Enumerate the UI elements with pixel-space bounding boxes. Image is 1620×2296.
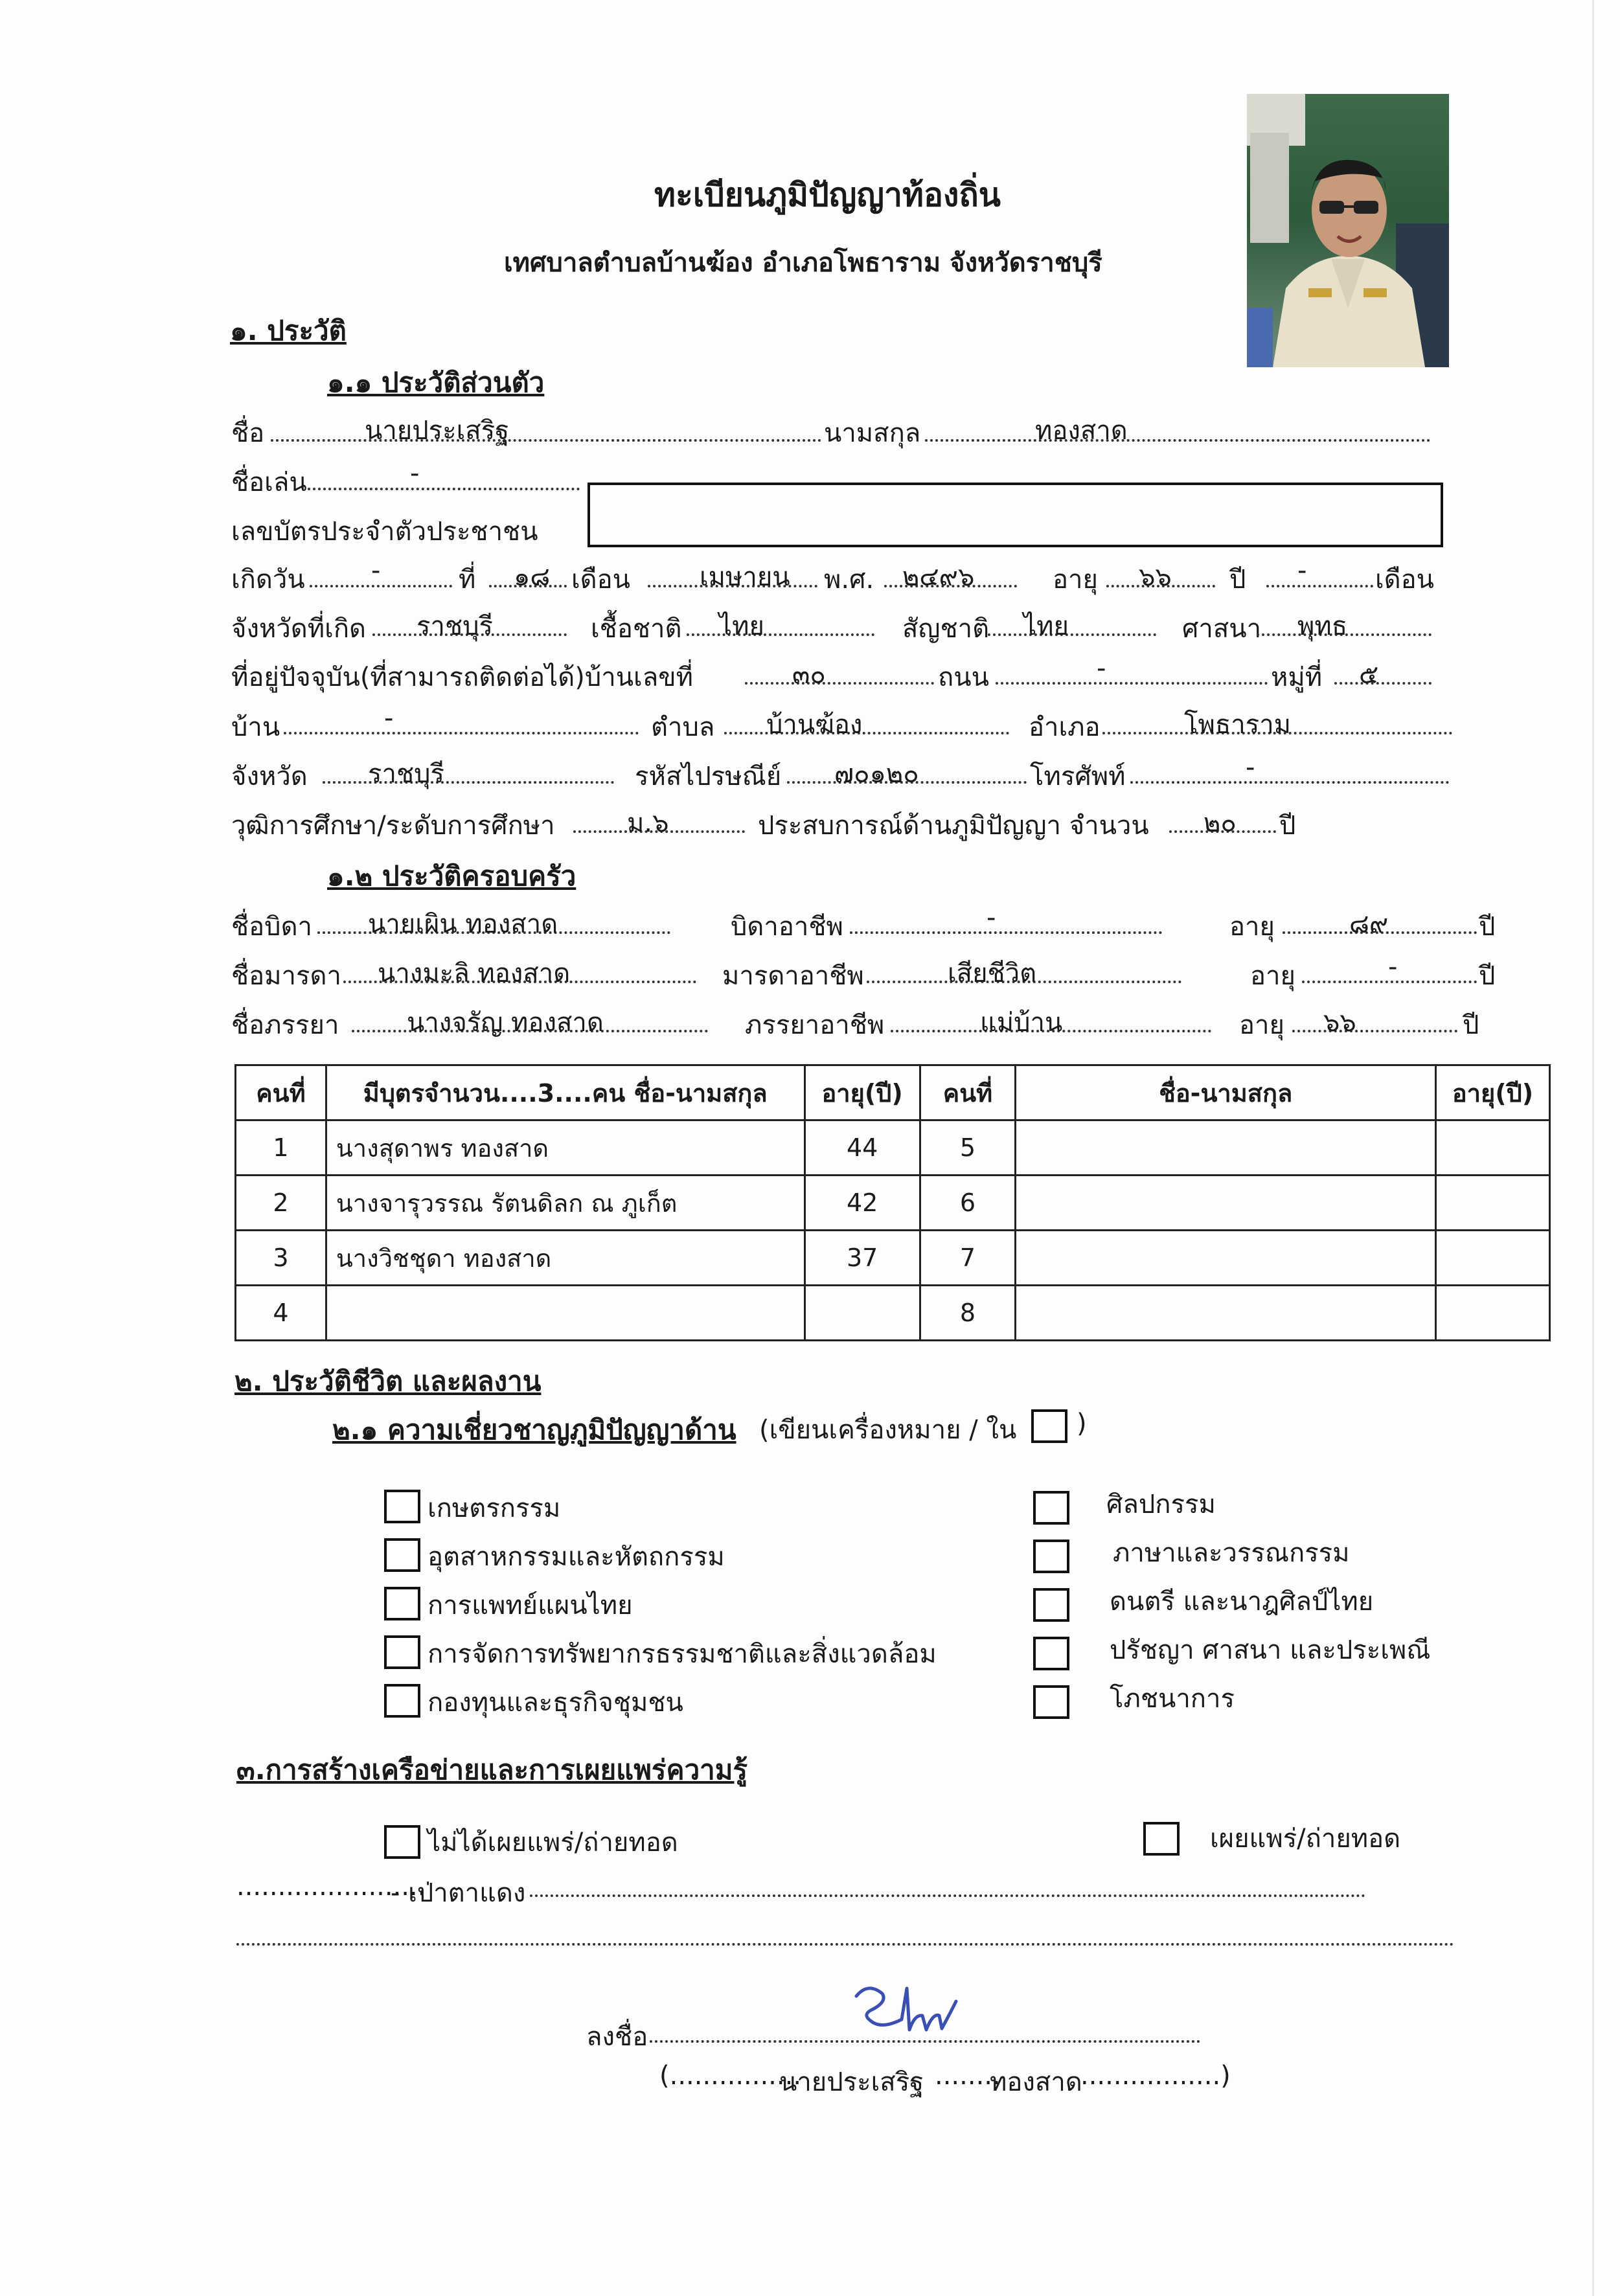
cell-no2: 8 [920,1286,1016,1341]
cell-age2[interactable] [1436,1231,1550,1286]
spouse-job-label: ภรรยาอาชีพ [745,1010,885,1040]
checkbox-music-dance[interactable] [1033,1588,1069,1622]
name-label: ชื่อ [231,418,265,448]
page-title: ทะเบียนภูมิปัญญาท้องถิ่น [654,176,1001,214]
father-age-value[interactable]: ๘๙ [1349,909,1389,939]
mother-age-label: อายุ [1250,961,1295,991]
cell-age[interactable]: 44 [804,1120,920,1176]
table-row [236,1231,1550,1286]
signature-name-open: (................ [659,2061,802,2091]
spouse-age-dotted-line [1292,1030,1457,1032]
road-value[interactable]: - [1097,654,1106,683]
cell-age[interactable]: 42 [804,1176,920,1231]
age-label: อายุ [1053,565,1098,595]
birth-day-value[interactable]: - [371,556,381,585]
option-not-published: ไม่ได้เผยแพร่/ถ่ายทอด [428,1828,678,1858]
father-age-label: อายุ [1229,912,1275,942]
cell-age[interactable] [804,1286,920,1341]
spouse-age-unit: ปี [1463,1010,1479,1040]
phone-label: โทรศัพท์ [1030,762,1126,791]
cell-name[interactable]: นางจารุวรรณ รัตนดิลก ณ ภูเก็ต [326,1176,804,1231]
person-photo [1247,94,1449,367]
mother-age-unit: ปี [1479,961,1496,991]
mother-job-label: มารดาอาชีพ [722,961,864,991]
option-music-dance: ดนตรี และนาฎศิลป์ไทย [1110,1587,1374,1617]
checkbox-natural-resources[interactable] [384,1635,420,1669]
mother-label: ชื่อมารดา [231,961,341,991]
father-age-unit: ปี [1479,912,1496,942]
spouse-label: ชื่อภรรยา [231,1010,339,1040]
ethnicity-value[interactable]: ไทย [719,611,764,641]
col-header-age: อายุ(ปี) [804,1065,920,1120]
note-dotted-line-2 [236,1943,1454,1946]
cell-name2[interactable] [1016,1286,1436,1341]
province-value[interactable]: ราชบุรี [368,759,444,789]
nickname-dotted-line [308,488,580,490]
province-birth-label: จังหวัดที่เกิด [231,614,367,644]
months-value[interactable]: - [1297,556,1307,585]
age-value[interactable]: ๖๖ [1139,562,1172,592]
idcard-input-box[interactable] [588,483,1443,547]
village-value[interactable]: - [384,703,394,733]
checkbox-language-literature[interactable] [1033,1540,1069,1573]
province-birth-value[interactable]: ราชบุรี [416,611,493,641]
road-dotted-line [996,682,1268,685]
mother-job-value[interactable]: เสียชีวิต [948,959,1037,988]
checkbox-arts[interactable] [1033,1491,1069,1525]
nationality-label: สัญชาติ [902,614,990,644]
checkbox-published[interactable] [1143,1822,1180,1856]
date-value[interactable]: ๑๘ [514,562,551,592]
nationality-dotted-line [988,633,1156,636]
year-label: พ.ศ. [824,565,874,595]
signature-scribble [842,1975,959,2049]
moo-value[interactable]: ๕ [1359,660,1379,690]
religion-label: ศาสนา [1182,614,1262,644]
surname-dotted-line [925,439,1430,442]
experience-value[interactable]: ๒๐ [1204,808,1237,838]
birth-day-dotted-line [310,585,452,587]
checkbox-community-fund[interactable] [384,1684,420,1718]
cell-age2[interactable] [1436,1176,1550,1231]
checkbox-nutrition[interactable] [1033,1685,1069,1719]
page-subtitle: เทศบาลตำบลบ้านฆ้อง อำเภอโพธาราม จังหวัดราชบุรี [504,248,1102,278]
cell-name2[interactable] [1016,1176,1436,1231]
checkbox-not-published[interactable] [384,1825,420,1859]
tambon-label: ตำบล [651,712,715,742]
spouse-job-value[interactable]: แม่บ้าน [980,1008,1063,1038]
house-no-dotted-line [745,682,934,685]
expertise-note: (เขียนเครื่องหมาย / ใน [759,1415,1017,1445]
birth-label: เกิดวัน [231,565,305,595]
father-label: ชื่อบิดา [231,912,312,942]
father-job-label: บิดาอาชีพ [731,912,843,942]
signature-label: ลงชื่อ [586,2022,648,2052]
cell-no2: 7 [920,1231,1016,1286]
month-label: เดือน [571,565,631,595]
cell-age[interactable]: 37 [804,1231,920,1286]
month-value[interactable]: เมษายน [700,562,790,592]
spouse-age-value[interactable]: ๖๖ [1323,1008,1356,1038]
sample-checkbox [1031,1409,1067,1443]
road-label: ถนน [938,663,989,692]
moo-dotted-line [1334,682,1432,685]
cell-age2[interactable] [1436,1120,1550,1176]
tambon-value[interactable]: บ้านฆ้อง [766,710,863,740]
amphoe-value[interactable]: โพธาราม [1184,710,1292,740]
address-label: ที่อยู่ปัจจุบัน(ที่สามารถติดต่อได้)บ้านเลขที่ [231,663,693,692]
postcode-label: รหัสไปรษณีย์ [635,762,782,791]
name-dotted-line [271,439,821,442]
village-dotted-line [284,732,639,734]
family-heading: ๑.๒ ประวัติครอบครัว [327,860,576,892]
note-text[interactable]: - เป่าตาแดง [391,1878,526,1908]
note-dotted-line-1 [530,1894,1365,1897]
option-agriculture: เกษตรกรรม [428,1494,561,1523]
section1-heading: ๑. ประวัติ [230,315,347,347]
section3-heading: ๓.การสร้างเครือข่ายและการเผยแพร่ความรู้ [236,1754,747,1786]
name-value[interactable]: นายประเสริฐ [365,416,510,446]
province-dotted-line [323,781,614,784]
signature-name-sep: ........ [935,2061,1001,2091]
cell-no: 3 [236,1231,326,1286]
spouse-age-label: อายุ [1239,1010,1284,1040]
mother-value[interactable]: นางมะลิ ทองสาด [378,959,571,988]
table-row [236,1176,1550,1231]
date-label: ที่ [459,565,476,595]
checkbox-industry-handicraft[interactable] [384,1538,420,1572]
checkbox-agriculture[interactable] [384,1490,420,1523]
mother-age-value[interactable]: - [1388,952,1398,982]
option-philosophy-religion: ปรัชญา ศาสนา และประเพณี [1110,1635,1431,1665]
cell-name2[interactable] [1016,1120,1436,1176]
personal-heading: ๑.๑ ประวัติส่วนตัว [327,367,545,398]
spouse-value[interactable]: นางจรัญ ทองสาด [407,1008,604,1038]
cell-name[interactable] [326,1286,804,1341]
phone-dotted-line [1130,781,1449,784]
phone-value[interactable]: - [1246,753,1255,782]
col-header-no: คนที่ [236,1065,326,1120]
months-label: เดือน [1375,565,1435,595]
postcode-value[interactable]: ๗๐๑๒๐ [834,759,919,789]
cell-name2[interactable] [1016,1231,1436,1286]
option-industry-handicraft: อุตสาหกรรมและหัตถกรรม [428,1542,725,1572]
signature-name-close: .................) [1080,2061,1231,2091]
cell-name[interactable]: นางสุดาพร ทองสาด [326,1120,804,1176]
table-row [236,1120,1550,1176]
idcard-label: เลขบัตรประจำตัวประชาชน [231,517,538,547]
education-value[interactable]: ม.๖ [627,808,669,838]
father-value[interactable]: นายเผิน ทองสาด [368,909,558,939]
option-natural-resources: การจัดการทรัพยากรธรรมชาติและสิ่งแวดล้อม [428,1639,937,1669]
table-header-row [236,1065,1550,1120]
nickname-value[interactable]: - [410,459,420,488]
cell-name[interactable]: นางวิชชุดา ทองสาด [326,1231,804,1286]
option-nutrition: โภชนาการ [1110,1684,1235,1714]
expertise-note-close: ) [1077,1409,1087,1438]
ethnicity-dotted-line [687,633,874,636]
surname-label: นามสกุล [824,418,921,448]
cell-no2: 5 [920,1120,1016,1176]
col-header-name2: ชื่อ-นามสกุล [1016,1065,1436,1120]
months-dotted-line [1266,585,1373,587]
cell-age2[interactable] [1436,1286,1550,1341]
cell-no2: 6 [920,1176,1016,1231]
years-label: ปี [1229,565,1246,595]
moo-label: หมู่ที่ [1271,663,1323,692]
religion-value[interactable]: พุทธ [1297,611,1348,641]
expertise-heading: ๒.๑ ความเชี่ยวชาญภูมิปัญญาด้าน [332,1414,736,1446]
option-arts: ศิลปกรรม [1106,1490,1216,1519]
children-table [234,1064,1551,1341]
surname-value[interactable]: ทองสาด [1035,416,1128,446]
option-thai-medicine: การแพทย์แผนไทย [428,1591,633,1620]
cell-no: 4 [236,1286,326,1341]
col-header-age2: อายุ(ปี) [1436,1065,1550,1120]
cell-no: 2 [236,1176,326,1231]
amphoe-label: อำเภอ [1029,712,1101,742]
father-job-dotted-line [850,931,1162,934]
house-no-value[interactable]: ๓๐ [792,660,826,690]
note-prefix: ....................... [236,1872,426,1902]
option-published: เผยแพร่/ถ่ายทอด [1210,1824,1401,1854]
experience-label: ประสบการณ์ด้านภูมิปัญญา จำนวน [758,811,1149,841]
education-label: วุฒิการศึกษา/ระดับการศึกษา [231,811,555,841]
year-value[interactable]: ๒๔๙๖ [902,562,975,592]
father-job-value[interactable]: - [987,903,996,933]
province-label: จังหวัด [231,762,308,791]
page-edge [1592,0,1594,2296]
cell-no: 1 [236,1120,326,1176]
village-label: บ้าน [231,712,280,742]
option-community-fund: กองทุนและธุรกิจชุมชน [428,1688,683,1718]
col-header-no2: คนที่ [920,1065,1016,1120]
option-language-literature: ภาษาและวรรณกรรม [1113,1538,1350,1568]
checkbox-philosophy-religion[interactable] [1033,1637,1069,1670]
checkbox-thai-medicine[interactable] [384,1587,420,1620]
table-row [236,1286,1550,1341]
col-header-name: มีบุตรจำนวน....3....คน ชื่อ-นามสกุล [326,1065,804,1120]
signature-name-last: ทองสาด [990,2067,1082,2097]
nickname-label: ชื่อเล่น [231,468,307,497]
signature-name-first: นายประเสริฐ [779,2067,924,2097]
nationality-value[interactable]: ไทย [1023,611,1069,641]
section2-heading: ๒. ประวัติชีวิต และผลงาน [234,1365,542,1397]
experience-unit: ปี [1279,811,1296,841]
ethnicity-label: เชื้อชาติ [591,614,682,644]
